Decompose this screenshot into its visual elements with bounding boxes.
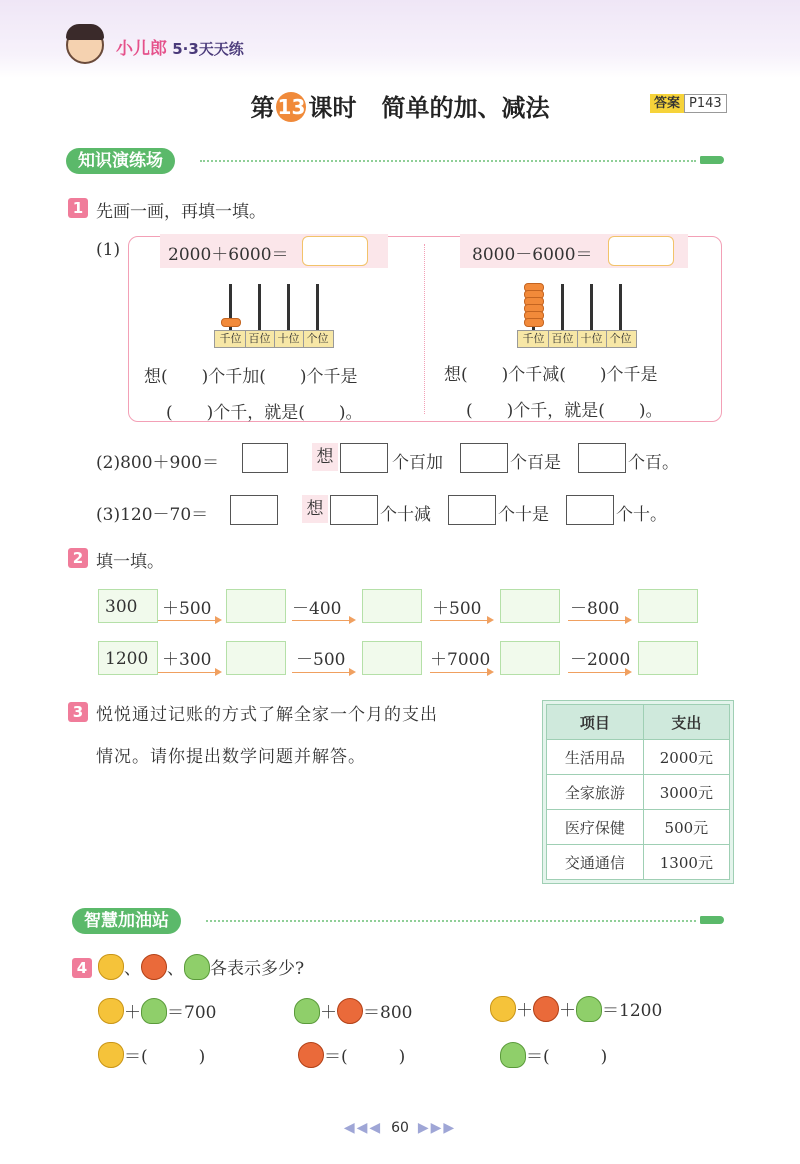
question-text: 填一填。 (96, 552, 164, 572)
table-cell: 医疗保健 (547, 810, 644, 845)
page-number: 60 (391, 1120, 409, 1136)
fill-text: 个百加 (392, 453, 443, 473)
part-label: (1) (96, 240, 121, 260)
place-tens: 十位 (275, 331, 304, 347)
answer-box[interactable] (460, 443, 508, 473)
equation-2 (294, 998, 412, 1024)
arrow-icon (292, 672, 354, 673)
tomato-icon (337, 998, 363, 1024)
chain-box[interactable] (638, 641, 698, 675)
question-text: 情况。请你提出数学问题并解答。 (96, 747, 366, 767)
chain-box[interactable] (500, 641, 560, 675)
table-row (547, 740, 730, 775)
chain-box[interactable] (226, 589, 286, 623)
table-header: 支出 (643, 705, 729, 740)
section-challenge: 智慧加油站 (72, 908, 181, 934)
answer-box[interactable] (608, 236, 674, 266)
abacus-rod (316, 284, 319, 332)
plus-sign: ＋ (559, 1001, 576, 1021)
plus-sign: ＋ (320, 1003, 337, 1023)
table-cell: 交通通信 (547, 845, 644, 880)
right-arrows-icon: ▶▶▶ (417, 1120, 457, 1136)
broccoli-icon (184, 954, 210, 980)
place-hundreds: 百位 (246, 331, 275, 347)
answer-pepper[interactable] (98, 1042, 205, 1068)
title-suffix: 课时 (308, 94, 357, 122)
abacus-bead (221, 318, 241, 327)
equation-3 (490, 996, 662, 1022)
question-text: 先画一画，再填一填。 (96, 202, 266, 222)
brand-logo: 小儿郎 (116, 39, 167, 59)
fill-text: 个十减 (380, 505, 431, 525)
question-number: 1 (68, 198, 88, 218)
place-thousands: 千位 (217, 331, 246, 347)
chain-op: －500 (296, 650, 346, 670)
section-practice: 知识演练场 (66, 148, 175, 174)
place-ones: 个位 (306, 332, 329, 345)
place-thousands: 千位 (520, 331, 549, 347)
question-number: 3 (68, 702, 88, 722)
table-cell: 全家旅游 (547, 775, 644, 810)
question-text-tail: 各表示多少? (210, 959, 305, 979)
tomato-icon (533, 996, 559, 1022)
table-cell: 500元 (643, 810, 729, 845)
chain-op: －2000 (570, 650, 631, 670)
question-number: 2 (68, 548, 88, 568)
mascot-icon (66, 26, 104, 64)
abacus-bead (524, 318, 544, 327)
answer-box[interactable] (448, 495, 496, 525)
lesson-number: 13 (276, 92, 306, 122)
arrow-icon (158, 620, 220, 621)
answer-box[interactable] (302, 236, 368, 266)
answer-page: P143 (684, 94, 727, 113)
broccoli-icon (141, 998, 167, 1024)
broccoli-icon (500, 1042, 526, 1068)
chain-box[interactable] (226, 641, 286, 675)
section-divider (200, 160, 696, 162)
brand-text: 5·3天天练 (172, 40, 244, 58)
table-row (547, 775, 730, 810)
plus-sign: ＋ (124, 1003, 141, 1023)
answer-ref[interactable] (650, 92, 727, 111)
arrow-icon (430, 620, 492, 621)
chain-op: －400 (292, 599, 342, 619)
question-text: 悦悦通过记账的方式了解全家一个月的支出 (96, 705, 438, 725)
equation-1 (98, 998, 216, 1024)
answer-blank[interactable]: ＝( ) (324, 1047, 406, 1067)
answer-label: 答案 (650, 94, 684, 113)
pencil-icon (700, 916, 724, 924)
chain-op: ＋500 (162, 599, 212, 619)
reasoning-line: ( )个千，就是( )。 (466, 401, 663, 421)
tomato-icon (298, 1042, 324, 1068)
pepper-icon (98, 1042, 124, 1068)
title-topic: 简单的加、减法 (381, 94, 550, 122)
part2-equation: (2)800＋900＝ (96, 453, 219, 473)
table-cell: 2000元 (643, 740, 729, 775)
table-cell: 生活用品 (547, 740, 644, 775)
pepper-icon (490, 996, 516, 1022)
expense-table (542, 700, 734, 884)
place-value-bar (517, 330, 637, 348)
chain-op: ＋500 (432, 599, 482, 619)
abacus-rod (590, 284, 593, 332)
chain-box[interactable] (362, 589, 422, 623)
arrow-icon (158, 672, 220, 673)
pepper-icon (98, 998, 124, 1024)
left-arrows-icon: ◀◀◀ (343, 1120, 383, 1136)
place-tens: 十位 (578, 331, 607, 347)
chain-op: －800 (570, 599, 620, 619)
fill-text: 个百是 (510, 453, 561, 473)
answer-box[interactable] (340, 443, 388, 473)
broccoli-icon (576, 996, 602, 1022)
answer-box[interactable] (330, 495, 378, 525)
page-footer (0, 1120, 800, 1136)
answer-broccoli[interactable] (500, 1042, 607, 1068)
answer-box[interactable] (578, 443, 626, 473)
table-cell: 1300元 (643, 845, 729, 880)
question-number: 4 (72, 958, 92, 978)
abacus-rod (287, 284, 290, 332)
answer-blank[interactable]: ＝( ) (526, 1047, 608, 1067)
reasoning-line: ( )个千，就是( )。 (166, 403, 363, 423)
table-header: 项目 (547, 705, 644, 740)
panel-divider (424, 244, 425, 414)
answer-box[interactable] (242, 443, 288, 473)
plus-sign: ＋ (516, 1001, 533, 1021)
separator: 、 (167, 959, 184, 979)
think-label: 想 (302, 495, 328, 523)
place-value-bar (214, 330, 334, 348)
chain-box[interactable] (362, 641, 422, 675)
reasoning-line: 想( )个千减( )个千是 (444, 365, 658, 385)
title-prefix: 第 (250, 94, 275, 122)
arrow-icon (292, 620, 354, 621)
fill-text: 个十是 (498, 505, 549, 525)
broccoli-icon (294, 998, 320, 1024)
fill-text: 个十。 (616, 505, 667, 525)
arrow-icon (568, 672, 630, 673)
table-cell: 3000元 (643, 775, 729, 810)
answer-blank[interactable]: ＝( ) (124, 1047, 206, 1067)
chain-box[interactable] (500, 589, 560, 623)
arrow-icon (430, 672, 492, 673)
reasoning-line: 想( )个千加( )个千是 (144, 367, 358, 387)
equation-result: ＝800 (363, 1003, 413, 1023)
answer-box[interactable] (566, 495, 614, 525)
section-divider (206, 920, 696, 922)
chain-start: 300 (98, 589, 158, 623)
abacus-rod (619, 284, 622, 332)
pencil-icon (700, 156, 724, 164)
question-text (98, 954, 304, 980)
chain-op: ＋300 (162, 650, 212, 670)
pepper-icon (98, 954, 124, 980)
equation-result: ＝700 (167, 1003, 217, 1023)
equation-result: ＝1200 (602, 1001, 663, 1021)
fill-text: 个百。 (628, 453, 679, 473)
brand (116, 34, 244, 59)
equation-right: 8000－6000＝ (472, 245, 593, 265)
answer-tomato[interactable] (298, 1042, 405, 1068)
abacus-rod (258, 284, 261, 332)
think-label: 想 (312, 443, 338, 471)
separator: 、 (124, 959, 141, 979)
chain-op: ＋7000 (430, 650, 491, 670)
arrow-icon (568, 620, 630, 621)
part3-equation: (3)120－70＝ (96, 505, 209, 525)
abacus-rod (561, 284, 564, 332)
chain-start: 1200 (98, 641, 158, 675)
table-row (547, 810, 730, 845)
tomato-icon (141, 954, 167, 980)
chain-box[interactable] (638, 589, 698, 623)
equation-left: 2000＋6000＝ (168, 245, 289, 265)
answer-box[interactable] (230, 495, 278, 525)
table-row (547, 845, 730, 880)
place-ones: 个位 (609, 332, 632, 345)
place-hundreds: 百位 (549, 331, 578, 347)
